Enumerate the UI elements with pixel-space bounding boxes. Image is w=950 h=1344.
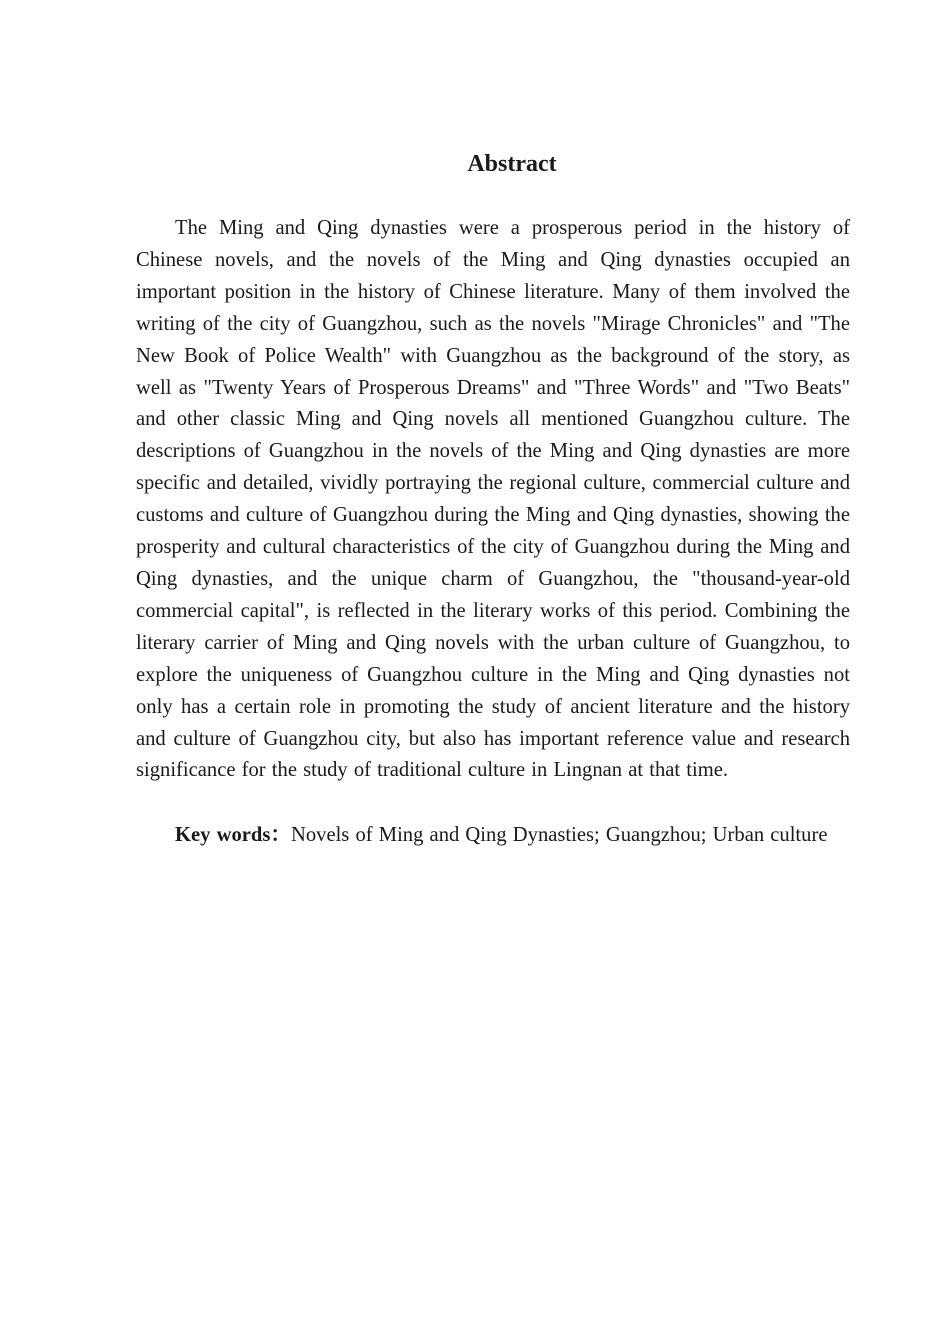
keywords-line <box>136 820 850 852</box>
abstract-paragraph: The Ming and Qing dynasties were a prosperous period in the history of Chinese novels, and the novels of the Ming and Qing dynasties occupied an important position in the history of Chinese literature. Many of them involved the writing of the city of Guangzhou, such as the novels "Mirage Chronicles" and "The New Book of Police Wealth" with Guangzhou as the background of the story, as well as "Twenty Years of Prosperous Dreams" and "Three Words" and "Two Beats" and other classic Ming and Qing novels all mentioned Guangzhou culture. The descriptions of Guangzhou in the novels of the Ming and Qing dynasties are more specific and detailed, vividly portraying the regional culture, commercial culture and customs and culture of Guangzhou during the Ming and Qing dynasties, showing the prosperity and cultural characteristics of the city of Guangzhou during the Ming and Qing dynasties, and the unique charm of Guangzhou, the "thousand-year-old commercial capital", is reflected in the literary works of this period. Combining the literary carrier of Ming and Qing novels with the urban culture of Guangzhou, to explore the uniqueness of Guangzhou culture in the Ming and Qing dynasties not only has a certain role in promoting the study of ancient literature and the history and culture of Guangzhou city, but also has important reference value and research significance for the study of traditional culture in Lingnan at that time. <box>136 217 850 782</box>
keywords-label: Key words： <box>175 824 291 847</box>
keywords-text: Novels of Ming and Qing Dynasties; Guangzhou; Urban culture <box>290 824 828 847</box>
page-title: Abstract <box>467 151 557 177</box>
document-page <box>136 148 850 852</box>
